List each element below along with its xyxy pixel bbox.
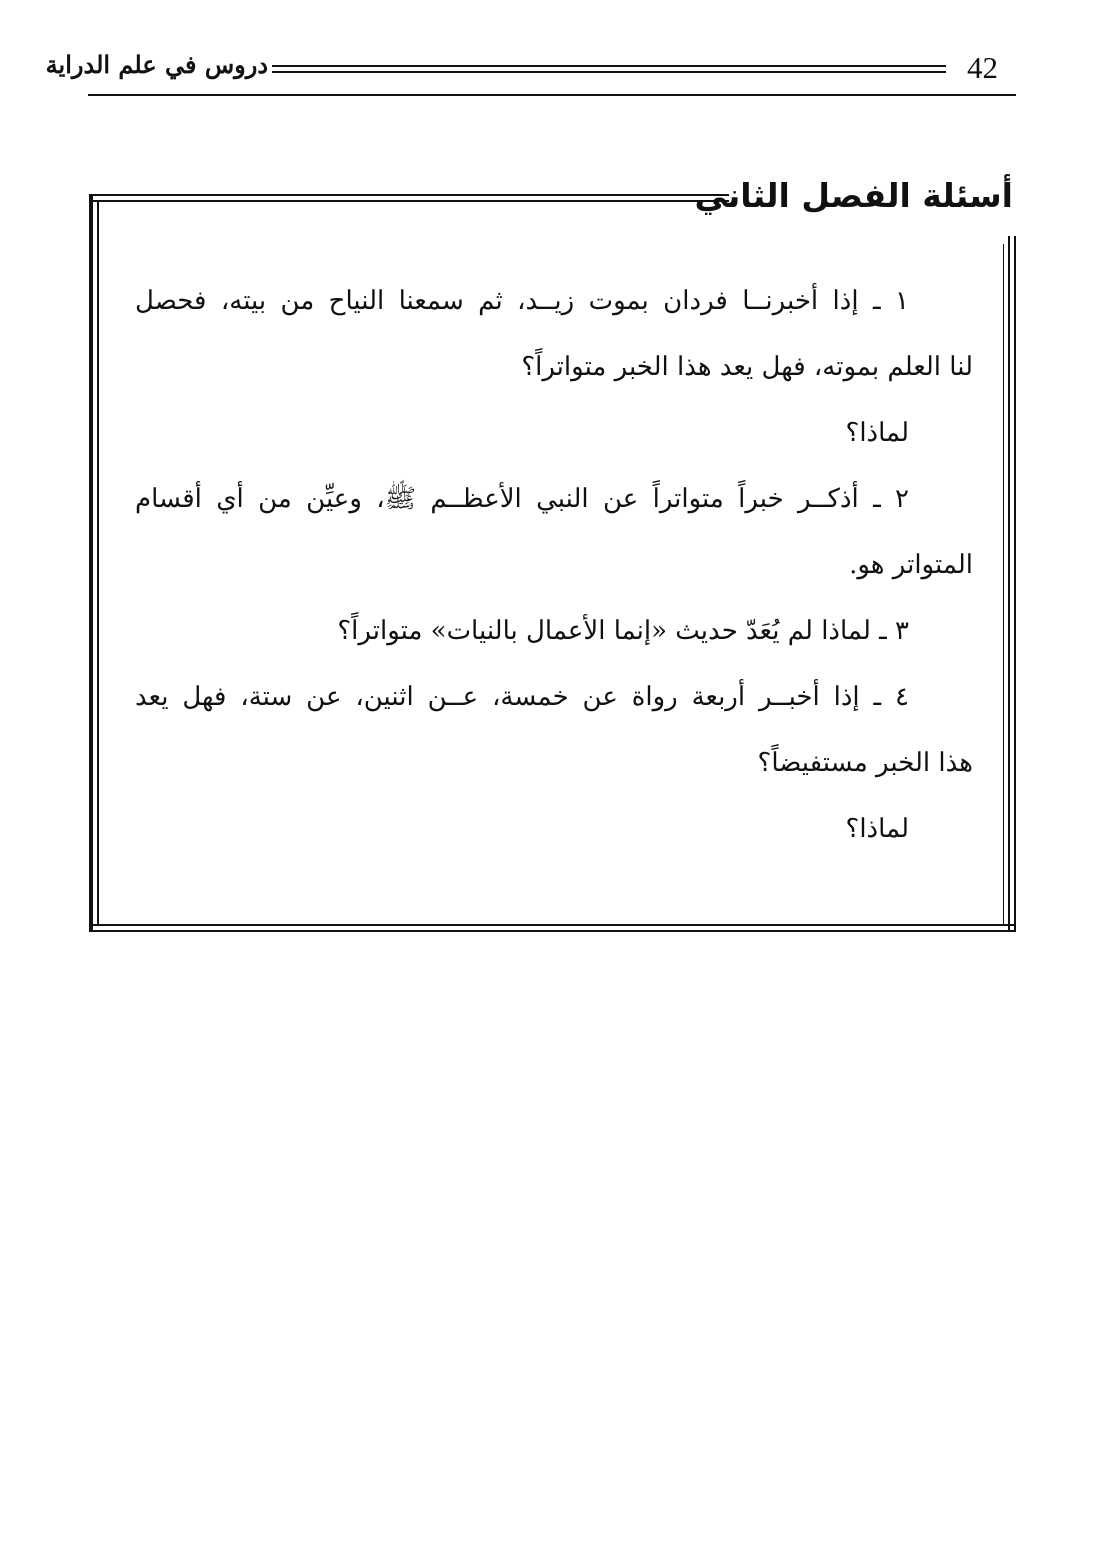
frame-bottom-border — [89, 924, 1016, 932]
frame-top-border — [89, 194, 729, 202]
question-1-line-3: لماذا؟ — [845, 418, 909, 448]
question-4-line-3: لماذا؟ — [845, 814, 909, 844]
question-2-line-2: المتواتر هو. — [849, 550, 973, 580]
question-3-line-1: ٣ ـ لماذا لم يُعَدّ حديث «إنما الأعمال بالنيات» متواتراً؟ — [337, 616, 909, 646]
frame-left-border — [89, 194, 93, 932]
page-header — [45, 40, 1016, 102]
question-4-line-2: هذا الخبر مستفيضاً؟ — [757, 748, 973, 778]
header-double-rule — [272, 65, 946, 73]
frame-right-inner-border — [1003, 244, 1004, 924]
book-title-calligraphy: دروس في علم الدراية — [45, 50, 268, 79]
section-title: أسئلة الفصل الثاني — [694, 176, 1013, 215]
header-underline — [88, 94, 1016, 96]
frame-left-inner-border — [97, 202, 99, 924]
frame-right-border — [1008, 236, 1016, 932]
questions-list — [135, 268, 973, 862]
question-4-line-1: ٤ ـ إذا أخبــر أربعة رواة عن خمسة، عــن اثنين، عن ستة، فهل يعد — [135, 682, 909, 712]
question-1-line-2: لنا العلم بموته، فهل يعد هذا الخبر متواتراً؟ — [521, 352, 973, 382]
page-number: 42 — [967, 50, 998, 85]
question-2-line-1: ٢ ـ أذكــر خبراً متواتراً عن النبي الأعظــم ﷺ، وعيِّن من أي أقسام — [135, 484, 909, 514]
question-1-line-1: ١ ـ إذا أخبرنــا فردان بموت زيــد، ثم سمعنا النياح من بيته، فحصل — [135, 286, 909, 316]
